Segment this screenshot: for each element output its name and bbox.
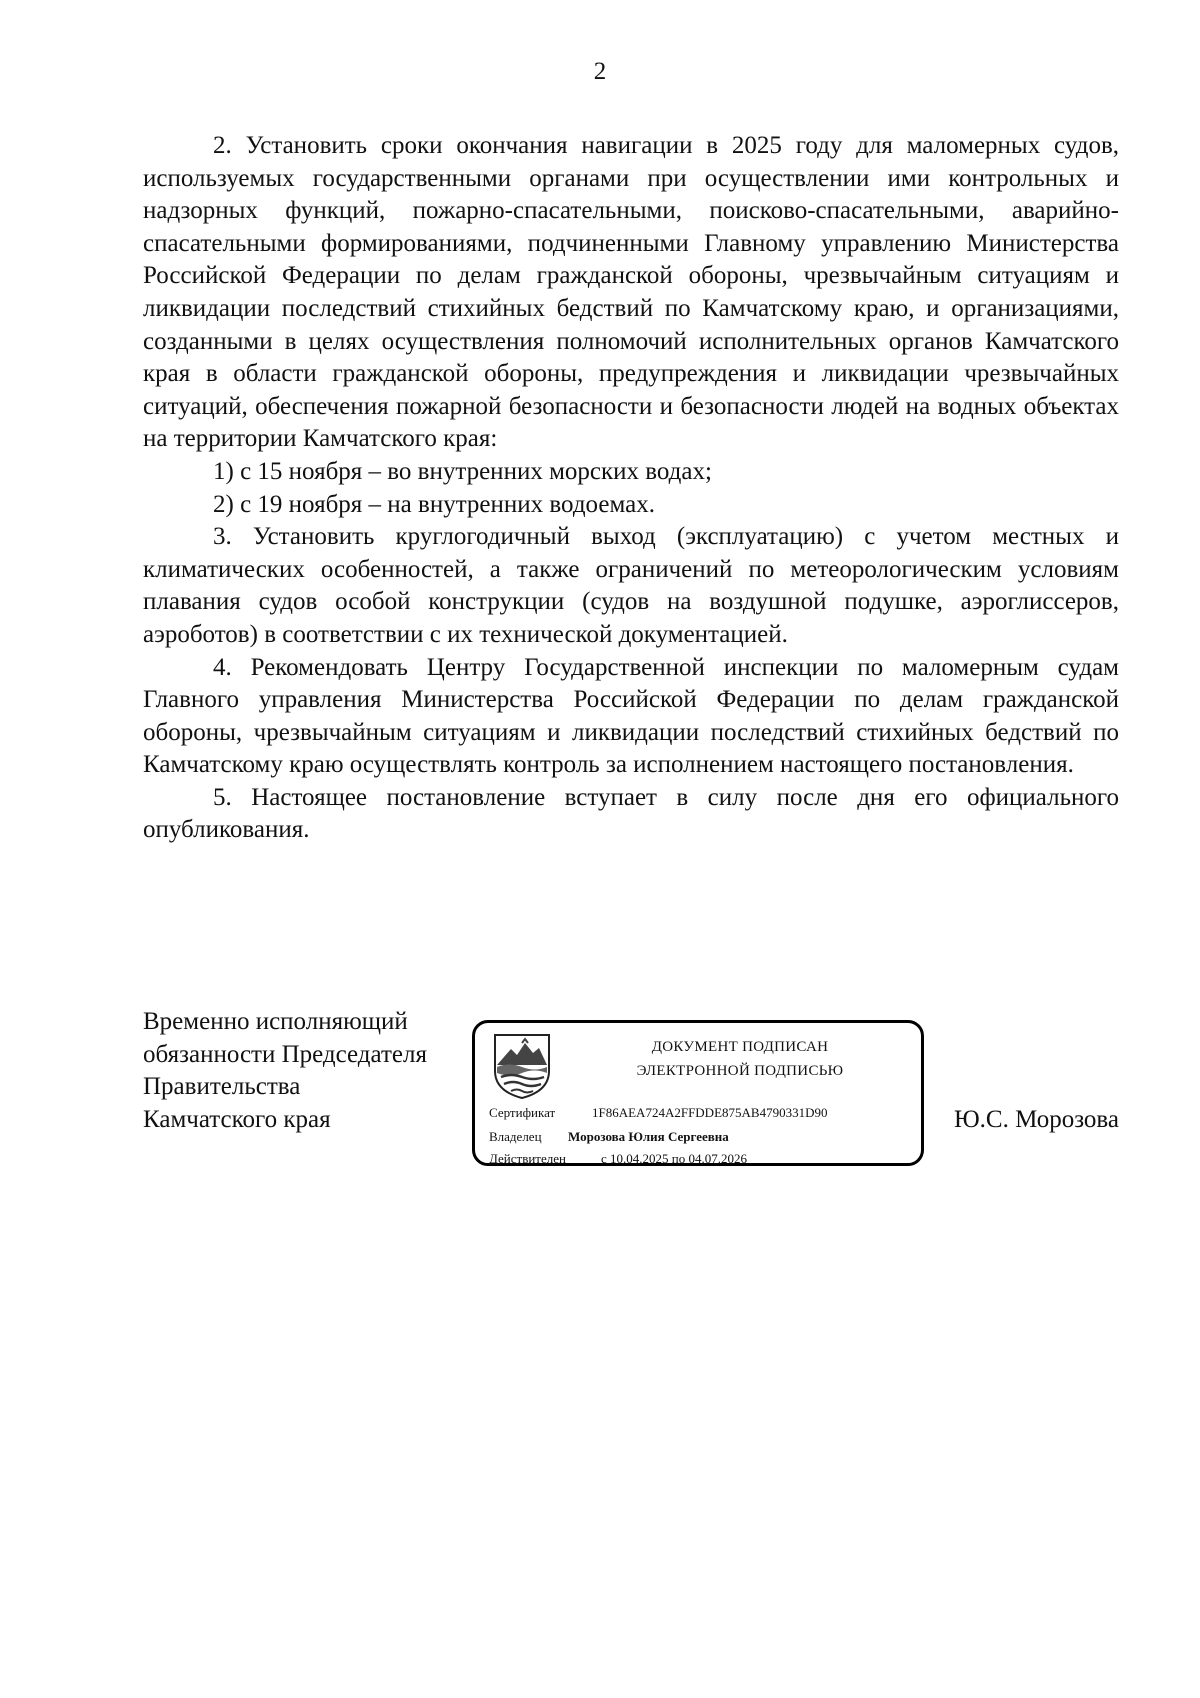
signatory-position xyxy=(143,1006,427,1136)
paragraph-4: 4. Рекомендовать Центру Государственной инспекции по маломерным судам Главного управления Министерства Российской Федерации по делам гражданской обороны, чрезвычайным ситуациям и ликвидации последствий стихийных бедствий по Камчатскому краю осуществлять контроль за исполнением настоящего постановления. xyxy=(143,653,1119,779)
owner-row xyxy=(489,1129,729,1145)
electronic-signature-stamp xyxy=(472,1020,924,1166)
paragraph-5: 5. Настоящее постановление вступает в силу после дня его официального опубликования. xyxy=(143,783,1119,844)
owner-label: Владелец xyxy=(489,1129,542,1144)
stamp-title xyxy=(565,1035,915,1083)
paragraph-2-item-2: 2) с 19 ноября – на внутренних водоемах. xyxy=(213,490,655,518)
validity-value: с 10.04.2025 по 04.07.2026 xyxy=(601,1151,747,1166)
signatory-position-line: Правительства xyxy=(143,1073,301,1101)
owner-value: Морозова Юлия Сергеевна xyxy=(568,1129,729,1144)
signatory-position-line: Камчатского края xyxy=(143,1105,331,1133)
validity-row xyxy=(489,1151,747,1167)
certificate-row xyxy=(489,1105,827,1121)
document-body xyxy=(143,130,1119,847)
signature-block xyxy=(143,1006,1119,1176)
signatory-position-line: обязанности Председателя xyxy=(143,1040,427,1068)
paragraph-2: 2. Установить сроки окончания навигации в 2025 году для маломерных судов, используемых государственными органами при осуществлении ими контрольных и надзорных функций, пожарно-спасательными, поисково-спасательными, аварийно-спасательными формированиями, подчиненными Главному управлению Министерства Российской Федерации по делам гражданской обороны, чрезвычайным ситуациям и ликвидации последствий стихийных бедствий по Камчатскому краю, и организациями, созданными в целях осуществления полномочий исполнительных органов Камчатского края в области гражданской обороны, предупреждения и ликвидации чрезвычайных ситуаций, обеспечения пожарной безопасности и безопасности людей на водных объектах на территории Камчатского края: xyxy=(143,132,1119,453)
certificate-label: Сертификат xyxy=(489,1105,556,1120)
signatory-position-line: Временно исполняющий xyxy=(143,1008,408,1035)
paragraph-2-item-1: 1) с 15 ноября – во внутренних морских водах; xyxy=(213,457,712,485)
kamchatka-coat-of-arms-icon xyxy=(487,1031,557,1101)
validity-label: Действителен xyxy=(489,1151,566,1166)
stamp-title-line-1: ДОКУМЕНТ ПОДПИСАН xyxy=(651,1039,829,1055)
paragraph-3: 3. Установить круглогодичный выход (эксплуатацию) с учетом местных и климатических особенностей, а также ограничений по метеорологическим условиям плавания судов особой конструкции (судов на воздушной подушке, аэроглиссеров, аэроботов) в соответствии с их технической документацией. xyxy=(143,523,1119,648)
stamp-title-line-2: ЭЛЕКТРОННОЙ ПОДПИСЬЮ xyxy=(636,1063,844,1079)
certificate-value: 1F86AEA724A2FFDDE875AB4790331D90 xyxy=(592,1105,828,1120)
signatory-name: Ю.С. Морозова xyxy=(953,1106,1119,1133)
page-number: 2 xyxy=(593,58,607,85)
